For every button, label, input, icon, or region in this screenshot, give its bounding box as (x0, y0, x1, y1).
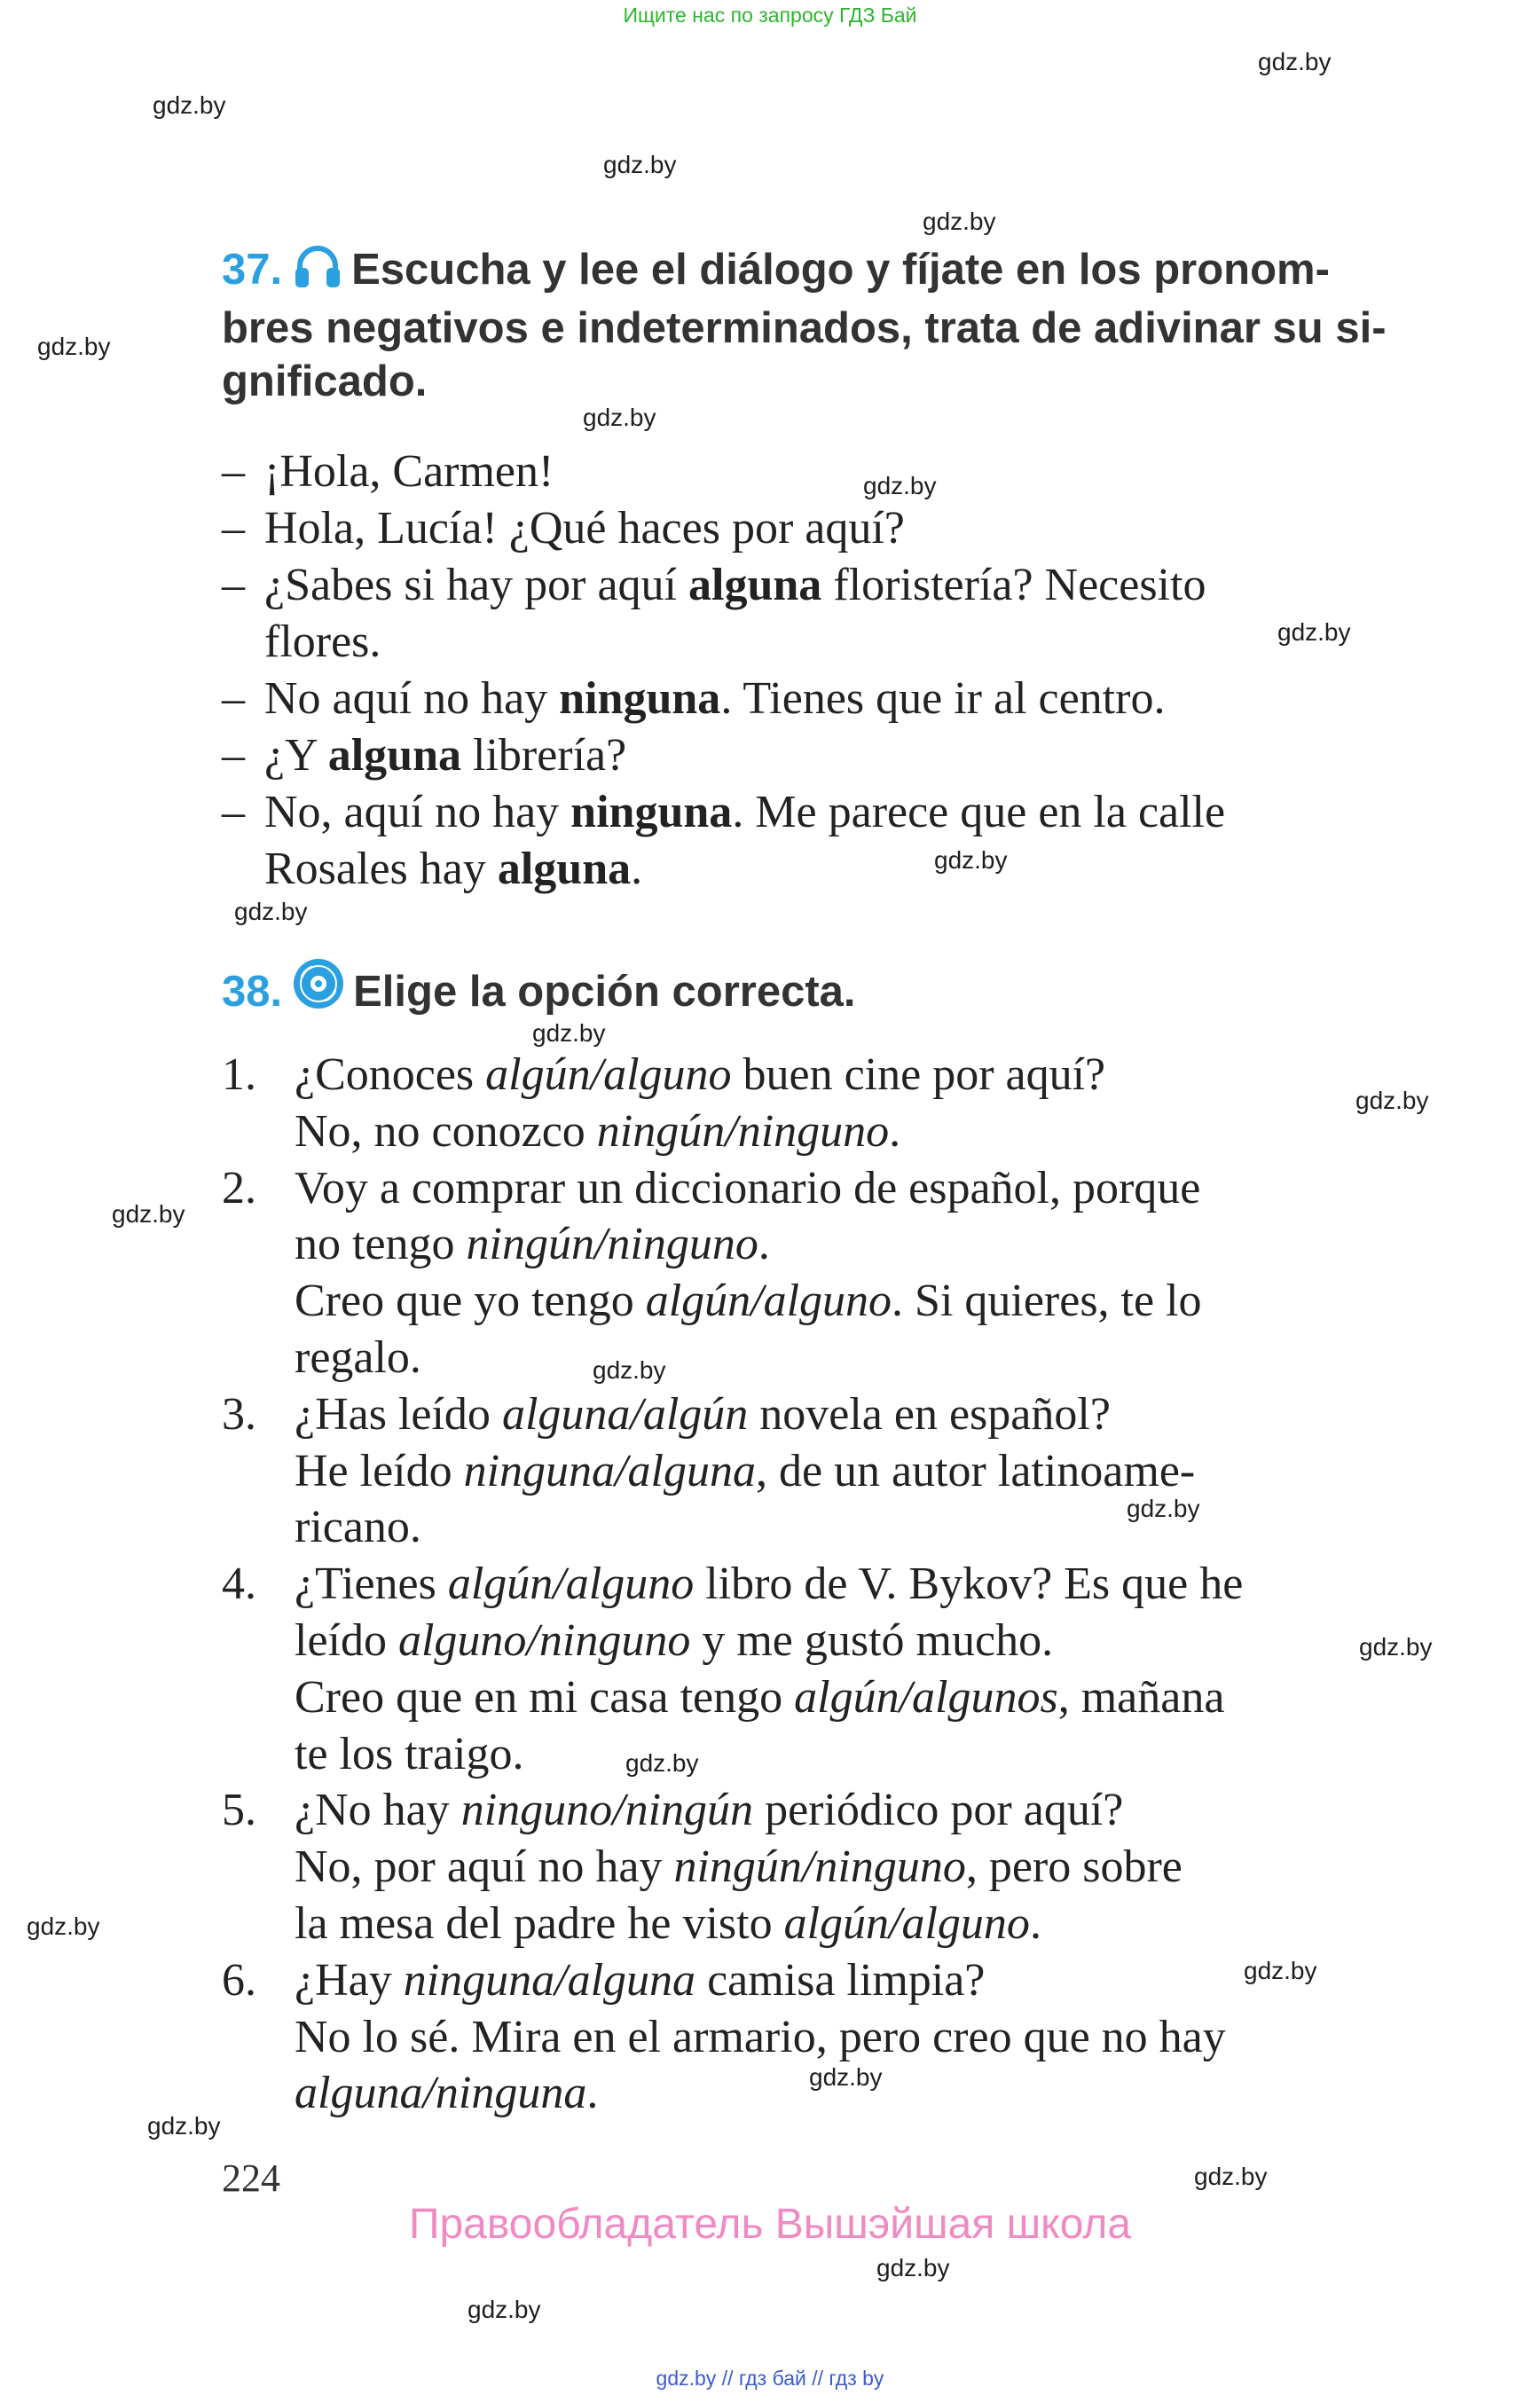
watermark: gdz.by (1244, 1957, 1317, 1984)
exercise-item (222, 1047, 1415, 1160)
text-segment: Creo que en mi casa tengo (295, 1671, 795, 1723)
text-segment: periódico por aquí? (753, 1785, 1124, 1836)
item-text (295, 1952, 1415, 2122)
text-segment: flores. (264, 616, 381, 667)
text-segment: Hola, Lucía! ¿Qué haces por aquí? (264, 503, 905, 554)
bold-pronoun: alguna (327, 730, 461, 781)
exercise-37-dialog (222, 444, 1415, 898)
watermark: gdz.by (153, 91, 226, 119)
watermark: gdz.by (27, 1912, 100, 1940)
dialog-line (222, 727, 1415, 784)
watermark: gdz.by (1277, 618, 1351, 646)
exercise-item (222, 1556, 1415, 1782)
watermark: gdz.by (625, 1749, 699, 1777)
dialog-dash: – (222, 446, 245, 497)
text-segment: . (1029, 1897, 1041, 1949)
option-pair: alguno/ninguno (397, 1614, 691, 1666)
watermark: gdz.by (1359, 1633, 1433, 1661)
text-segment: Voy a comprar un diccionario de español, porque (295, 1162, 1201, 1213)
item-text (295, 1782, 1415, 1951)
dialog-text-line (264, 727, 1415, 784)
watermark: gdz.by (934, 846, 1008, 874)
text-segment: No aquí no hay (264, 673, 560, 724)
dialog-dash: – (222, 503, 245, 554)
text-segment: , de un autor latinoame- (755, 1445, 1196, 1496)
item-text-line (295, 1103, 1415, 1160)
exercise-item (222, 1160, 1415, 1386)
dialog-line (222, 500, 1415, 557)
text-segment: ¿No hay (295, 1785, 461, 1836)
item-text-line (295, 1499, 1415, 1556)
text-segment: Creo que yo tengo (295, 1276, 646, 1327)
item-text-line (295, 1386, 1415, 1443)
option-pair: ningún/ninguno (596, 1105, 890, 1157)
option-pair: algún/alguno (447, 1559, 695, 1610)
item-text-line (295, 1613, 1415, 1669)
dialog-text-line (264, 557, 1415, 614)
dialog-text (264, 671, 1415, 727)
dialog-line (222, 784, 1415, 898)
text-segment: . Tienes que ir al centro. (720, 673, 1166, 724)
page-number: 224 (222, 2156, 280, 2200)
watermark: gdz.by (583, 404, 656, 431)
watermark: gdz.by (876, 2254, 950, 2281)
watermark: gdz.by (532, 1019, 606, 1047)
dialog-text-line (264, 841, 1415, 898)
text-segment: , mañana (1057, 1671, 1225, 1723)
text-segment: . (758, 1219, 770, 1270)
item-text (295, 1160, 1415, 1386)
item-text-line (295, 1330, 1415, 1386)
text-segment: no tengo (295, 1219, 467, 1270)
dialog-line (222, 444, 1415, 500)
option-pair: algún/alguno (783, 1897, 1030, 1949)
text-segment: . (889, 1105, 901, 1157)
exercise-37-number: 37. (222, 246, 283, 294)
item-text-line (295, 1160, 1415, 1217)
text-segment: . (586, 2068, 599, 2119)
watermark: gdz.by (809, 2063, 883, 2091)
text-segment: He leído (295, 1445, 464, 1496)
text-segment: ¿Y (264, 730, 328, 781)
item-text-line (295, 1952, 1415, 2009)
item-text-line (295, 1443, 1415, 1500)
watermark: gdz.by (234, 898, 308, 925)
watermark: gdz.by (1258, 48, 1332, 75)
item-text-line (295, 1896, 1415, 1952)
text-segment: ¿Sabes si hay por aquí (264, 560, 689, 610)
option-pair: algún/alguno (645, 1276, 892, 1327)
text-segment: librería? (461, 730, 627, 781)
exercise-38-list (222, 1047, 1415, 2122)
item-text-line (295, 1839, 1415, 1896)
text-segment: No lo sé. Mira en el armario, pero creo que no hay (295, 2011, 1226, 2062)
dialog-text (264, 500, 1415, 557)
text-segment: No, por aquí no hay (295, 1842, 674, 1893)
watermark: gdz.by (112, 1200, 185, 1228)
text-segment: buen cine por aquí? (731, 1049, 1106, 1100)
text-segment: ¿Has leído (295, 1388, 502, 1440)
item-number: 1. (222, 1049, 256, 1100)
item-text (295, 1556, 1415, 1782)
watermark: gdz.by (1194, 2163, 1268, 2190)
item-text-line (295, 2065, 1415, 2122)
text-segment: No, aquí no hay (264, 787, 571, 837)
option-pair: ninguna/alguna (403, 1954, 696, 2006)
dialog-text (264, 557, 1415, 671)
text-segment: leído (295, 1614, 398, 1666)
exercise-item (222, 1952, 1415, 2122)
option-pair: ninguno/ningún (460, 1785, 754, 1836)
dialog-text-line (264, 784, 1415, 841)
text-segment: ricano. (295, 1502, 421, 1553)
bold-pronoun: alguna (688, 560, 822, 610)
item-number: 4. (222, 1559, 256, 1610)
watermark: gdz.by (923, 208, 996, 235)
dialog-text-line (264, 614, 1415, 671)
item-text-line (295, 1726, 1415, 1783)
item-text-line (295, 1669, 1415, 1726)
item-text-line (295, 1782, 1415, 1839)
text-segment: ¡Hola, Carmen! (264, 446, 554, 497)
text-segment: No, no conozco (295, 1105, 597, 1157)
item-text-line (295, 1273, 1415, 1330)
option-pair: ningún/ninguno (466, 1219, 758, 1270)
exercise-38-number: 38. (222, 968, 283, 1016)
watermark: gdz.by (1355, 1087, 1429, 1114)
text-segment: y me gustó mucho. (690, 1614, 1054, 1666)
watermark: gdz.by (593, 1356, 666, 1384)
text-segment: la mesa del padre he visto (295, 1897, 784, 1949)
dialog-line (222, 557, 1415, 671)
watermark: gdz.by (863, 472, 937, 499)
item-text (295, 1047, 1415, 1160)
text-segment: novela en español? (748, 1388, 1111, 1440)
exercise-37-title-text: Escucha y lee el diálogo y fíjate en los pronom- (351, 246, 1330, 294)
exercise-item (222, 1782, 1415, 1951)
item-text-line (295, 1556, 1415, 1613)
text-segment: ¿Tienes (295, 1559, 448, 1610)
dialog-line (222, 671, 1415, 727)
text-segment: , pero sobre (965, 1842, 1182, 1893)
exercise-38-title-text: Elige la opción correcta. (353, 968, 856, 1016)
exercise-37-title-line: gnificado. (222, 357, 428, 405)
watermark: gdz.by (603, 151, 677, 178)
option-pair: algún/algunos (794, 1671, 1058, 1723)
option-pair: alguna/ninguna (295, 2068, 587, 2119)
text-segment: te los traigo. (295, 1728, 524, 1779)
watermark: gdz.by (37, 333, 111, 360)
text-segment: floristería? Necesito (821, 560, 1206, 610)
text-segment: ¿Hay (295, 1954, 404, 2006)
exercise-37-title-line (222, 241, 1415, 302)
rights-holder: Правообладатель Вышэйшая школа (408, 2201, 1132, 2248)
item-number: 6. (222, 1954, 256, 2006)
text-segment: camisa limpia? (695, 1954, 986, 2006)
dialog-text-line (264, 500, 1415, 557)
text-segment: . Si quieres, te lo (892, 1276, 1202, 1327)
text-segment: Rosales hay (264, 844, 498, 894)
bold-pronoun: alguna (497, 844, 632, 894)
watermark: gdz.by (147, 2112, 221, 2140)
exercise-item (222, 1386, 1415, 1556)
dialog-text (264, 784, 1415, 898)
footer-links[interactable]: gdz.by // гдз бай // гдз by (656, 2367, 884, 2390)
text-segment: . (631, 844, 643, 894)
option-pair: algún/alguno (485, 1049, 732, 1100)
option-pair: alguna/algún (501, 1388, 749, 1440)
item-text-line (295, 1047, 1415, 1103)
exercise-37-title-line: bres negativos e indeterminados, trata de adivinar su si- (222, 304, 1387, 352)
dialog-text (264, 727, 1415, 784)
item-number: 3. (222, 1388, 256, 1440)
dialog-dash: – (222, 673, 245, 724)
bold-pronoun: ninguna (570, 787, 733, 837)
exercise-38-title (222, 956, 1415, 1024)
dialog-dash: – (222, 730, 245, 781)
text-segment: libro de V. Bykov? Es que he (694, 1559, 1244, 1610)
item-text (295, 1386, 1415, 1556)
item-number: 5. (222, 1785, 256, 1836)
headphones-icon (293, 241, 342, 302)
dialog-text (264, 444, 1415, 500)
item-number: 2. (222, 1162, 256, 1213)
option-pair: ninguna/alguna (463, 1445, 756, 1496)
option-pair: ningún/ninguno (673, 1842, 966, 1893)
dialog-text-line (264, 671, 1415, 727)
item-text-line (295, 1216, 1415, 1273)
cd-disc-icon (291, 956, 346, 1024)
dialog-text-line (264, 444, 1415, 500)
bold-pronoun: ninguna (559, 673, 721, 724)
dialog-dash: – (222, 560, 245, 610)
exercise-37-title (222, 241, 1415, 408)
dialog-dash: – (222, 787, 245, 837)
watermark: gdz.by (468, 2296, 541, 2323)
watermark: gdz.by (1127, 1495, 1200, 1522)
text-segment: ¿Conoces (295, 1049, 486, 1100)
item-text-line (295, 2009, 1415, 2066)
text-segment: regalo. (295, 1331, 421, 1383)
text-segment: . Me parece que en la calle (732, 787, 1226, 837)
top-banner[interactable]: Ищите нас по запросу ГДЗ Бай (623, 4, 917, 27)
